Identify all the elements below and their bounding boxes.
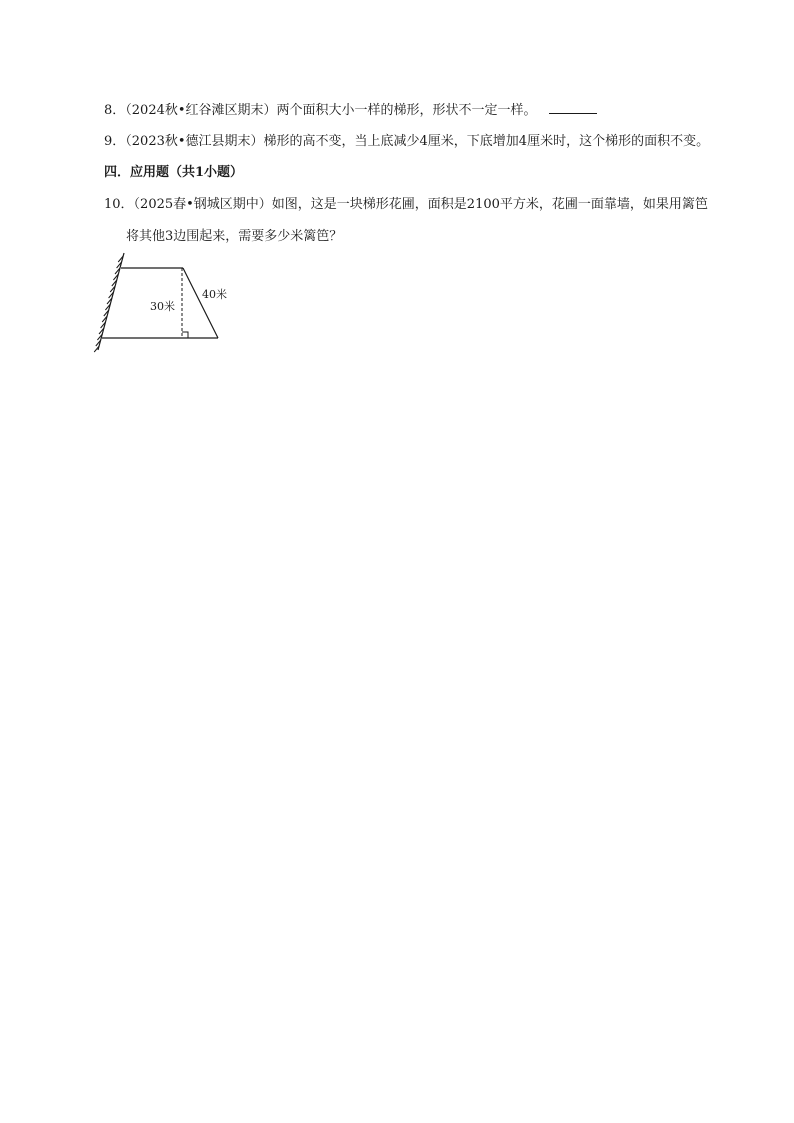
question-10-text-1: 10．（2025春•钢城区期中）如图，这是一块梯形花圃，面积是2100平方米，花圃一面靠墙，如果用篱笆 xyxy=(104,197,708,212)
right-angle-mark xyxy=(182,332,188,338)
height-label: 30米 xyxy=(150,300,175,313)
slant-side xyxy=(183,268,218,338)
question-8-text: 8．（2024秋•红谷滩区期末）两个面积大小一样的梯形，形状不一定一样。 xyxy=(104,103,537,118)
section-heading-text: 四．应用题（共1小题） xyxy=(104,165,244,180)
question-9-text: 9．（2023秋•德江县期末）梯形的高不变，当上底减少4厘米，下底增加4厘米时，这个梯形的面积不变。 xyxy=(104,134,710,149)
question-10-text-2: 将其他3边围起来，需要多少米篱笆？ xyxy=(126,229,343,244)
wall-line xyxy=(98,253,124,350)
slant-label: 40米 xyxy=(202,288,227,301)
